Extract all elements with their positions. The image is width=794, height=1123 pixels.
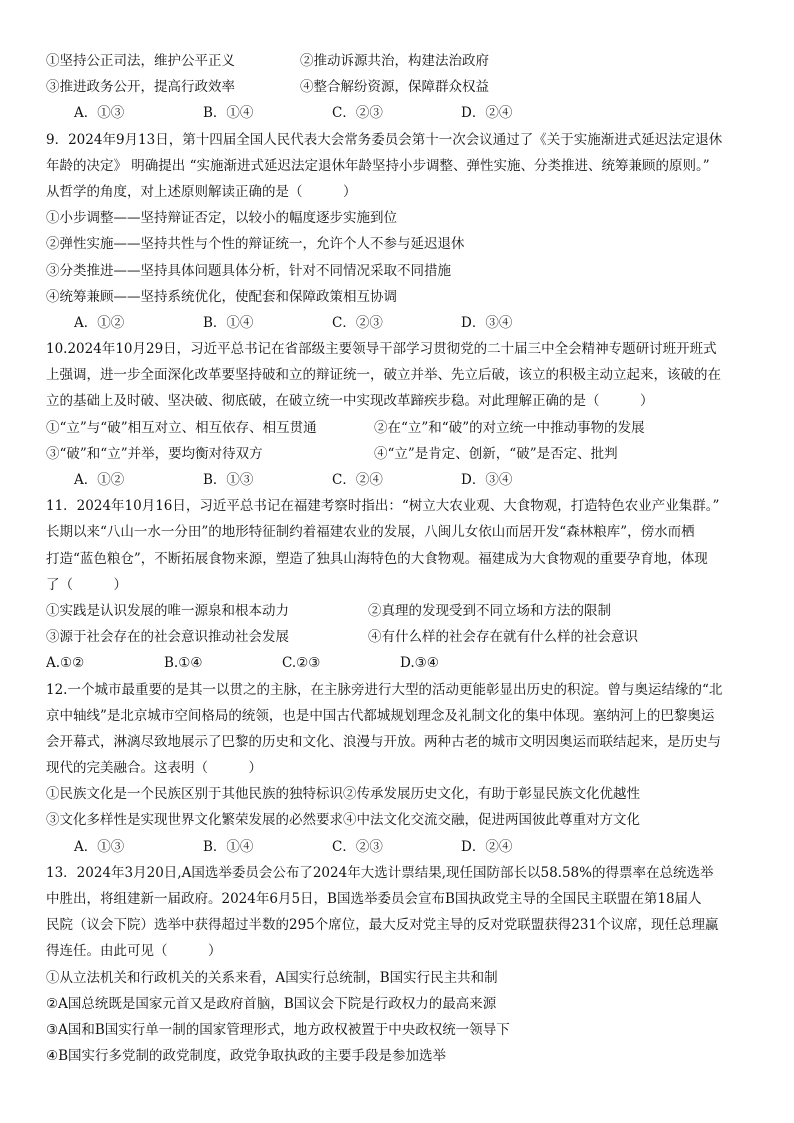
q10-stem-line: 上强调，进一步全面深化改革要坚持破和立的辩证统一，破立并举、先立后破，该立的积极主动立起来，该破的在: [46, 367, 721, 384]
q11-option-d: D.③④: [400, 655, 439, 672]
q12-stem-line: 现代的完美融合。这表明（ ）: [46, 760, 262, 777]
q13-stem-line: 得连任。由此可见（ ）: [46, 943, 222, 960]
q8-choice-1: ①坚持公正司法，维护公平正义: [46, 53, 235, 69]
q9-item: ③分类推进——坚持具体问题具体分析，针对不同情况采取不同措施: [46, 262, 451, 279]
q11-options: [46, 650, 758, 676]
q12-option-b: B．①④: [203, 838, 254, 855]
q9-options: [46, 310, 758, 336]
q13-stem-line: 民院（议会下院）选举中获得超过半数的295个席位，最大反对党主导的反对党联盟获得231个议席，现任总理赢: [46, 917, 719, 934]
q12-option-c: C．②③: [332, 838, 383, 855]
q10-choices-row-2: [46, 441, 758, 467]
q9-option-d: D．③④: [461, 314, 513, 331]
q11-stem-line: 了（ ）: [46, 576, 127, 593]
q11-choice-3: ③源于社会存在的社会意识推动社会发展: [46, 629, 289, 646]
q11-choice-4: ④有什么样的社会存在就有什么样的社会意识: [368, 629, 638, 646]
q10-options: [46, 467, 758, 493]
q11-choices-row-2: [46, 624, 758, 650]
q12-options: [46, 834, 758, 860]
q13-item: ①从立法机关和行政机关的关系来看，A国实行总统制，B国实行民主共和制: [46, 969, 498, 986]
q10-choice-2: ②在“立”和“破”的对立统一中推动事物的发展: [374, 419, 645, 436]
q12-stem-line: 京中轴线”是北京城市空间格局的统领，也是中国古代都城规划理念及礼制文化的集中体现。塞纳河上的巴黎奥运: [46, 707, 715, 724]
q8-choice-4: ④整合解纷资源，保障群众权益: [300, 79, 489, 96]
q8-choice-2: ②推动诉源共治，构建法治政府: [300, 53, 489, 69]
q8-option-a: A．①③: [74, 105, 125, 122]
q10-option-b: B．①③: [203, 472, 254, 488]
q13-item: ④B国实行多党制的政党制度，政党争取执政的主要手段是参加选举: [46, 1048, 447, 1065]
q10-option-c: C．②④: [332, 472, 383, 488]
q10-stem-line: 10.2024年10月29日，习近平总书记在省部级主要领导干部学习贯彻党的二十届三中全会精神专题研讨班开班式: [46, 341, 717, 358]
q10-choice-4: ④“立”是肯定、创新，“破”是否定、批判: [374, 445, 618, 462]
q11-stem-line: 长期以来“八山一水一分田”的地形特征制约着福建农业的发展，八闽儿女依山而居开发“森林粮库”，傍水而栖: [46, 524, 695, 541]
q10-choice-3: ③“破”和“立”并举，要均衡对待双方: [46, 445, 263, 462]
q9-item: ②弹性实施——坚持共性与个性的辩证统一，允许个人不参与延迟退休: [46, 236, 465, 253]
q9-stem-line: 年龄的决定》 明确提出 “实施渐进式延迟法定退休年龄坚持小步调整、弹性实施、分类推进、统筹兼顾的原则。”: [46, 157, 710, 174]
q9-option-b: B．①④: [203, 314, 254, 331]
q10-choice-1: ①“立”与“破”相互对立、相互依存、相互贯通: [46, 419, 317, 436]
q8-choices-row-1: [46, 48, 758, 74]
q8-options: [46, 100, 758, 126]
q9-item: ④统筹兼顾——坚持系统优化，使配套和保障政策相互协调: [46, 288, 397, 305]
q13-item: ③A国和B国实行单一制的国家管理形式，地方政权被置于中央政权统一领导下: [46, 1021, 510, 1038]
q8-option-c: C．②③: [332, 105, 383, 122]
q13-stem-line: 中胜出，将组建新一届政府。2024年6月5日，B国选举委员会宣布B国执政党主导的全国民主联盟在第18届人: [46, 891, 702, 907]
q12-item: ①民族文化是一个民族区别于其他民族的独特标识②传承发展历史文化，有助于彰显民族文化优越性: [46, 786, 640, 803]
q9-stem-line: 从哲学的角度，对上述原则解读正确的是（ ）: [46, 183, 357, 200]
q11-stem-line: 打造“蓝色粮仓”，不断拓展食物来源，塑造了独具山海特色的大食物观。福建成为大食物观的重要孕育地，体现: [46, 550, 708, 567]
q10-stem-line: 立的基础上及时破、坚决破、彻底破，在破立统一中实现改革蹄疾步稳。对此理解正确的是（ ）: [46, 393, 654, 410]
exam-page: [46, 48, 758, 1069]
q11-option-c: C.②③: [282, 655, 321, 672]
q8-choices-row-2: [46, 74, 758, 100]
q11-stem-line: 11．2024年10月16日，习近平总书记在福建考察时指出：“树立大农业观、大食物观，打造特色农业产业集群。”: [46, 498, 720, 515]
q12-item: ③文化多样性是实现世界文化繁荣发展的必然要求④中法文化交流交融，促进两国彼此尊重对方文化: [46, 812, 640, 829]
q11-choice-2: ②真理的发现受到不同立场和方法的限制: [368, 602, 611, 619]
q11-choice-1: ①实践是认识发展的唯一源泉和根本动力: [46, 602, 289, 619]
q12-option-a: A．①③: [74, 838, 125, 855]
q11-option-a: A.①②: [46, 655, 85, 672]
q10-choices-row-1: [46, 415, 758, 441]
q9-option-a: A．①②: [74, 314, 125, 331]
q11-choices-row-1: [46, 598, 758, 624]
q11-option-b: B.①④: [164, 655, 203, 672]
q9-item: ①小步调整——坚持辩证否定，以较小的幅度逐步实施到位: [46, 210, 397, 227]
q9-option-c: C．②③: [332, 314, 383, 331]
q12-stem-line: 会开幕式，淋漓尽致地展示了巴黎的历史和文化、浪漫与开放。两种古老的城市文明因奥运而联结起来，是历史与: [46, 733, 721, 750]
q8-choice-3: ③推进政务公开，提高行政效率: [46, 79, 235, 96]
q10-option-a: A．①②: [74, 472, 125, 488]
q10-option-d: D．③④: [461, 472, 513, 488]
q13-item: ②A国总统既是国家元首又是政府首脑，B国议会下院是行政权力的最高来源: [46, 995, 497, 1012]
q9-stem-line: 9．2024年9月13日，第十四届全国人民代表大会常务委员会第十一次会议通过了《关于实施渐进式延迟法定退休: [46, 131, 723, 148]
q13-stem-line: 13．2024年3月20日,A国选举委员会公布了2024年大选计票结果,现任国防部长以58.58%的得票率在总统选举: [46, 864, 714, 881]
q8-option-d: D．②④: [461, 105, 513, 122]
q8-option-b: B．①④: [203, 105, 254, 122]
q12-option-d: D．②④: [461, 838, 513, 855]
q12-stem-line: 12.一个城市最重要的是其一以贯之的主脉，在主脉旁进行大型的活动更能彰显出历史的积淀。曾与奥运结缘的“北: [46, 681, 723, 698]
